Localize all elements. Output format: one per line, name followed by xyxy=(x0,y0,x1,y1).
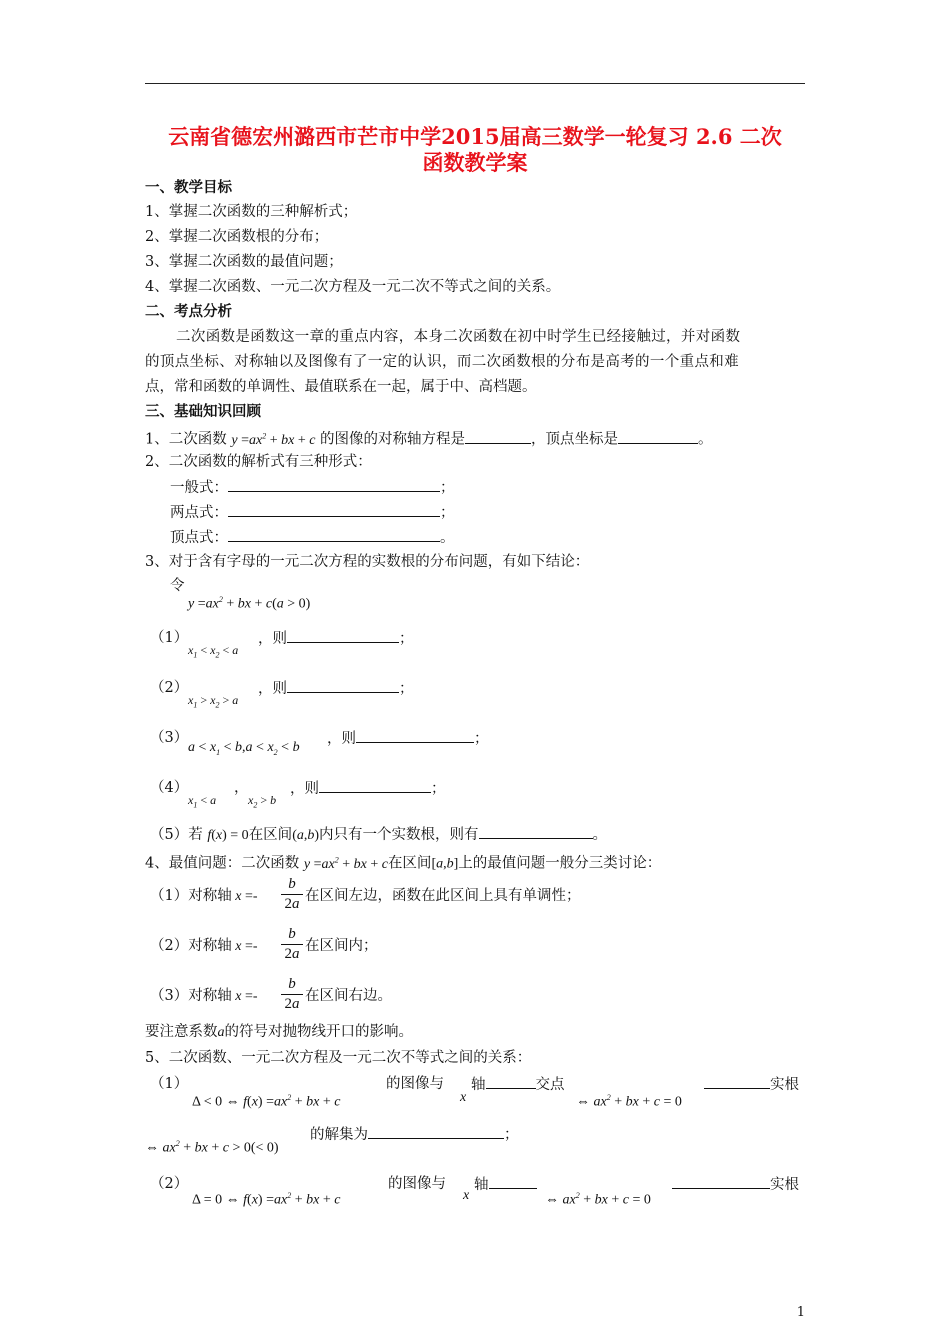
case-5-label: （5）若 xyxy=(150,827,203,843)
axis-label: 轴 xyxy=(471,1077,486,1093)
q1-formula: $y =ax^2$ + bx + c xyxy=(231,431,316,448)
then-text: ，则 xyxy=(327,731,356,747)
semicolon: ； xyxy=(504,1127,519,1143)
fraction-b-over-2a: b 2a xyxy=(281,876,303,913)
question-5-intro: 5、二次函数、一元二次方程及一元二次不等式之间的关系： xyxy=(145,1050,532,1066)
q4-case-3-text: 在区间右边。 xyxy=(305,988,392,1004)
period: 。 xyxy=(592,827,608,843)
analysis-line-1: 二次函数是函数这一章的重点内容，本身二次函数在初中时学生已经接触过，并对函数 xyxy=(176,329,741,345)
case-5-equation: f(x) = 0 xyxy=(207,828,249,843)
q4-case-2-text: 在区间内； xyxy=(305,938,378,954)
then-text: ，则 xyxy=(290,781,319,797)
two-point-form-row xyxy=(170,502,455,523)
real-roots-label: 实根 xyxy=(770,1077,799,1093)
q5-case-1-equation: ⇔ $ax^2$ + bx + c = 0 xyxy=(576,1093,682,1110)
axis-formula: x =- xyxy=(231,989,258,1004)
general-form-blank[interactable] xyxy=(228,477,440,492)
case-2-then xyxy=(258,678,414,699)
q5-case-1-label: （1） xyxy=(150,1076,189,1092)
section-2-heading: 二、考点分析 xyxy=(145,303,232,320)
q5-case-2-blank-2[interactable] xyxy=(672,1174,770,1189)
objective-1: 1、掌握二次函数的三种解析式； xyxy=(145,204,358,220)
q4-case-2 xyxy=(150,936,258,957)
case-2-condition: $x_1 > x_2 > a$ xyxy=(188,693,239,710)
q5-case-2-equation: ⇔ $ax^2$ + bx + c = 0 xyxy=(545,1191,651,1208)
semicolon: ； xyxy=(440,505,455,521)
q4-case-1 xyxy=(150,886,258,907)
q5-case-1-roots xyxy=(704,1074,799,1095)
semicolon: ； xyxy=(399,631,414,647)
q5-solution-blank[interactable] xyxy=(368,1124,504,1139)
semicolon: ； xyxy=(399,681,414,697)
objective-2: 2、掌握二次函数根的分布； xyxy=(145,229,329,245)
objective-3: 3、掌握二次函数的最值问题； xyxy=(145,254,343,270)
q4-suffix: 上的最值问题一般分三类讨论： xyxy=(458,855,662,872)
case-4-blank[interactable] xyxy=(319,778,431,793)
case-5-condition-text: 内只有一个实数根，则有 xyxy=(319,827,479,843)
fraction-b-over-2a: b 2a xyxy=(281,976,303,1013)
vertex-form-label: 顶点式： xyxy=(170,530,228,546)
q4-note-text-2: 的符号对抛物线开口的影响。 xyxy=(224,1024,413,1040)
q5-case-2-axis xyxy=(474,1174,537,1195)
question-3-intro: 3、对于含有字母的一元二次方程的实数根的分布问题，有如下结论： xyxy=(145,554,590,570)
fraction-b-over-2a: b 2a xyxy=(281,926,303,963)
header-rule xyxy=(145,83,805,84)
q4-note xyxy=(145,1022,413,1043)
question-4-intro xyxy=(145,850,661,875)
q1-vertex-blank[interactable] xyxy=(618,429,698,444)
page-title xyxy=(145,124,805,176)
vertex-form-blank[interactable] xyxy=(228,527,440,542)
axis-label: 轴 xyxy=(474,1177,489,1193)
case-5 xyxy=(150,824,607,846)
x-variable: x xyxy=(463,1188,470,1203)
q4-case-1-text: 在区间左边，函数在此区间上具有单调性； xyxy=(305,888,581,904)
q5-case-1-text: 的图像与 xyxy=(386,1076,444,1092)
semicolon: ； xyxy=(474,731,489,747)
x-variable: x xyxy=(460,1090,467,1105)
axis-formula: x =- xyxy=(231,889,258,904)
real-roots-label: 实根 xyxy=(770,1177,799,1193)
analysis-line-2: 的顶点坐标、对称轴以及图像有了一定的认识，而二次函数根的分布是高考的一个重点和难 xyxy=(145,354,739,370)
period: 。 xyxy=(440,530,455,546)
case-4-condition-b: $x_2 > b$ xyxy=(248,793,277,810)
semicolon: ； xyxy=(440,480,455,496)
case-4-label: （4） xyxy=(150,780,189,796)
let-label: 令 xyxy=(170,578,185,594)
solution-set-label: 的解集为 xyxy=(310,1127,368,1143)
q4-case-2-label: （2）对称轴 xyxy=(150,938,232,954)
section-1-heading: 一、教学目标 xyxy=(145,179,232,196)
q5-case-1-blank-1[interactable] xyxy=(486,1074,536,1089)
q5-case-2-blank-1[interactable] xyxy=(489,1174,537,1189)
objective-4: 4、掌握二次函数、一元二次方程及一元二次不等式之间的关系。 xyxy=(145,279,561,295)
title-line-1: 云南省德宏州潞西市芒市中学2015届高三数学一轮复习 2.6 二次 xyxy=(168,124,782,149)
then-text: ，则 xyxy=(258,681,287,697)
case-4-then xyxy=(290,778,446,799)
q4-formula: $y =ax^2$ + bx + c xyxy=(303,855,388,872)
case-3-blank[interactable] xyxy=(356,728,474,743)
q5-case-2-formula: Δ = 0 ⇔ $f(x) =ax^2$ + bx + c xyxy=(192,1191,341,1208)
q4-case-3 xyxy=(150,986,258,1007)
q5-case-2-text: 的图像与 xyxy=(388,1176,446,1192)
case-5-blank[interactable] xyxy=(479,824,593,839)
q1-prefix: 1、二次函数 xyxy=(145,431,227,448)
case-2-label: （2） xyxy=(150,680,189,696)
q5-case-1-formula: Δ < 0 ⇔ $f(x) =ax^2$ + bx + c xyxy=(192,1093,341,1110)
page-number: 1 xyxy=(796,1305,805,1320)
question-2-intro: 2、二次函数的解析式有三种形式： xyxy=(145,454,372,470)
vertex-form-row xyxy=(170,527,455,548)
q3-let-formula: $y =ax^2$ + bx + c(a > 0) xyxy=(188,595,311,612)
q1-vertex-text: ，顶点坐标是 xyxy=(531,431,619,448)
q4-case-3-label: （3）对称轴 xyxy=(150,988,232,1004)
q4-note-text: 要注意系数 xyxy=(145,1024,218,1040)
intersection-label: 交点 xyxy=(535,1077,565,1093)
analysis-line-3: 点，常和函数的单调性、最值联系在一起，属于中、高档题。 xyxy=(145,379,537,395)
q1-axis-text: 的图像的对称轴方程是 xyxy=(320,431,466,448)
q5-case-2-label: （2） xyxy=(150,1176,189,1192)
then-text: ，则 xyxy=(258,631,287,647)
general-form-row xyxy=(170,477,455,498)
q5-solution xyxy=(310,1124,519,1145)
title-line-2: 函数教学案 xyxy=(422,150,528,175)
q5-case-2-roots xyxy=(672,1174,799,1195)
axis-formula: x =- xyxy=(231,939,258,954)
q4-interval-text: 在区间 xyxy=(387,855,432,872)
q1-end: 。 xyxy=(698,431,713,448)
two-point-form-label: 两点式： xyxy=(170,505,228,521)
semicolon: ； xyxy=(431,781,446,797)
q4-prefix: 4、最值问题：二次函数 xyxy=(145,855,300,872)
case-5-interval: (a,b) xyxy=(292,828,320,843)
case-2-blank[interactable] xyxy=(287,678,399,693)
section-3-heading: 三、基础知识回顾 xyxy=(145,403,261,420)
case-5-interval-text: 在区间 xyxy=(248,827,293,843)
case-1-label: （1） xyxy=(150,630,189,646)
q4-interval: [a,b] xyxy=(431,856,459,872)
case-3-then xyxy=(327,728,489,749)
q5-inequality: ⇔ $ax^2$ + bx + c > 0(< 0) xyxy=(145,1139,279,1156)
q1-axis-blank[interactable] xyxy=(465,429,531,444)
case-4-comma: ， xyxy=(234,780,249,796)
case-1-then xyxy=(258,628,414,649)
q5-case-1-axis xyxy=(471,1074,565,1095)
case-1-blank[interactable] xyxy=(287,628,399,643)
case-3-condition: $a < x_1 < b,a < x_2 < b$ xyxy=(188,740,300,757)
two-point-form-blank[interactable] xyxy=(228,502,440,517)
coefficient-a: a xyxy=(217,1025,225,1040)
case-1-condition: $x_1 < x_2 < a$ xyxy=(188,643,239,660)
case-3-label: （3） xyxy=(150,730,189,746)
question-1 xyxy=(145,426,713,451)
case-4-condition-a: $x_1 < a$ xyxy=(188,793,217,810)
q4-case-1-label: （1）对称轴 xyxy=(150,888,232,904)
q5-case-1-blank-2[interactable] xyxy=(704,1074,770,1089)
general-form-label: 一般式： xyxy=(170,480,228,496)
